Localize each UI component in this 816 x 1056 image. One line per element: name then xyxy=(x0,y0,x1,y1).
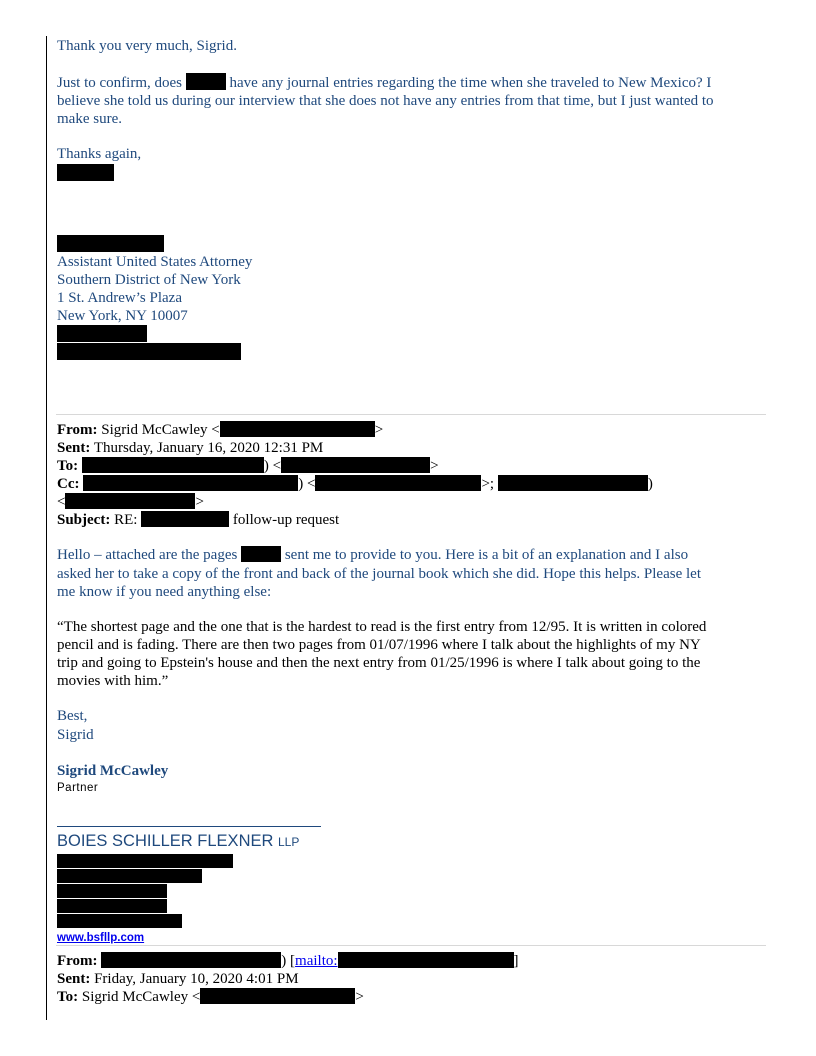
header1-cc xyxy=(57,475,653,493)
mailto-link[interactable]: mailto: xyxy=(295,953,338,969)
redaction xyxy=(281,457,430,473)
mailto-post: ] xyxy=(513,953,519,969)
redaction xyxy=(57,884,167,898)
subject-label: Subject: xyxy=(57,512,111,528)
sent-value: Friday, January 10, 2020 4:01 PM xyxy=(94,971,299,987)
gt: > xyxy=(195,494,204,510)
confirm-post: have any journal entries regarding the time when she traveled to New Mexico? I xyxy=(229,75,712,91)
firm-rule xyxy=(57,826,321,827)
to-label: To: xyxy=(57,989,79,1005)
redaction xyxy=(338,952,514,968)
close-paren: ) xyxy=(647,476,653,492)
closing: Thanks again, xyxy=(57,146,142,162)
redaction xyxy=(57,343,241,360)
redaction xyxy=(82,457,264,473)
header2-to xyxy=(57,988,364,1006)
firm: BOIES SCHILLER FLEXNER xyxy=(57,832,274,850)
thanks-line: Thank you very much, Sigrid. xyxy=(57,38,237,54)
hello-post: sent me to provide to you. Here is a bit of an explanation and I also xyxy=(284,547,689,563)
subject-pre: RE: xyxy=(114,512,138,528)
gt: > xyxy=(374,422,384,438)
hello-line-3: me know if you need anything else: xyxy=(57,584,272,600)
header2-from xyxy=(57,952,519,970)
cc-label: Cc: xyxy=(57,476,80,492)
header1-to xyxy=(57,457,439,475)
quote-bar xyxy=(46,36,47,1020)
header1-from xyxy=(57,421,383,439)
to-value: Sigrid McCawley < xyxy=(81,989,201,1005)
sent-label: Sent: xyxy=(57,971,91,987)
quote-line-3: trip and going to Epstein's house and then the next entry from 01/25/1996 is where I talk about going to the xyxy=(57,655,701,671)
redaction xyxy=(186,73,226,90)
gt: > xyxy=(355,989,364,1005)
redaction xyxy=(141,511,229,527)
redaction xyxy=(315,475,481,491)
redaction xyxy=(83,475,298,491)
close-paren-lt: ) < xyxy=(263,458,282,474)
redaction xyxy=(220,421,375,437)
signature-title: Assistant United States Attorney xyxy=(57,254,253,270)
firm-suffix: LLP xyxy=(278,835,300,849)
redaction xyxy=(65,493,195,509)
firm-name xyxy=(57,832,299,851)
redaction xyxy=(498,475,648,491)
quote-line-2: pencil and is fading. There are then two pages from 01/07/1996 where I talk about the highlights of my NY xyxy=(57,637,701,653)
redaction xyxy=(57,164,114,181)
subject-post: follow-up request xyxy=(232,512,340,528)
header1-cc-cont xyxy=(57,493,204,511)
mailto-pre: ) [ xyxy=(281,953,296,969)
sent-label: Sent: xyxy=(57,440,91,456)
quote-line-4: movies with him.” xyxy=(57,673,169,689)
header1-sent xyxy=(57,439,323,457)
signature-name: Sigrid McCawley xyxy=(57,763,169,779)
website-link[interactable]: www.bsfllp.com xyxy=(57,932,145,944)
from-label: From: xyxy=(57,953,98,969)
redaction xyxy=(101,952,281,968)
from-label: From: xyxy=(57,422,98,438)
redaction xyxy=(57,914,182,928)
header-divider xyxy=(56,945,766,946)
gt: > xyxy=(430,458,439,474)
redaction xyxy=(57,854,233,868)
from-name: Sigrid McCawley < xyxy=(101,422,220,438)
confirm-pre: Just to confirm, does xyxy=(57,75,182,91)
sent-value: Thursday, January 16, 2020 12:31 PM xyxy=(93,440,324,456)
redaction xyxy=(57,325,147,342)
hello-line-2: asked her to take a copy of the front and back of the journal book which she did. Hope this helps. Please let xyxy=(57,566,701,582)
header-divider xyxy=(56,414,766,415)
gt-semicolon: >; xyxy=(481,476,495,492)
confirm-line-1 xyxy=(57,73,711,92)
redaction xyxy=(57,899,167,913)
header2-sent xyxy=(57,970,299,988)
lt: < xyxy=(57,494,66,510)
confirm-line-3: make sure. xyxy=(57,111,122,127)
close-paren-lt: ) < xyxy=(298,476,316,492)
redaction xyxy=(57,869,202,883)
redaction xyxy=(57,235,164,252)
signature-title: Partner xyxy=(57,782,99,794)
to-label: To: xyxy=(57,458,79,474)
best: Best, xyxy=(57,708,88,724)
signature-address-2: New York, NY 10007 xyxy=(57,308,188,324)
redaction xyxy=(200,988,355,1004)
hello-line-1 xyxy=(57,546,688,564)
signature-office: Southern District of New York xyxy=(57,272,241,288)
quote-line-1: “The shortest page and the one that is the hardest to read is the first entry from 12/95. It is written in colored xyxy=(57,619,707,635)
signature-address-1: 1 St. Andrew’s Plaza xyxy=(57,290,182,306)
confirm-line-2: believe she told us during our interview that she does not have any entries from that time, but I just wanted to xyxy=(57,93,714,109)
header1-subject xyxy=(57,511,339,529)
redaction xyxy=(241,546,281,562)
hello-pre: Hello – attached are the pages xyxy=(57,547,238,563)
sender-name: Sigrid xyxy=(57,727,94,743)
